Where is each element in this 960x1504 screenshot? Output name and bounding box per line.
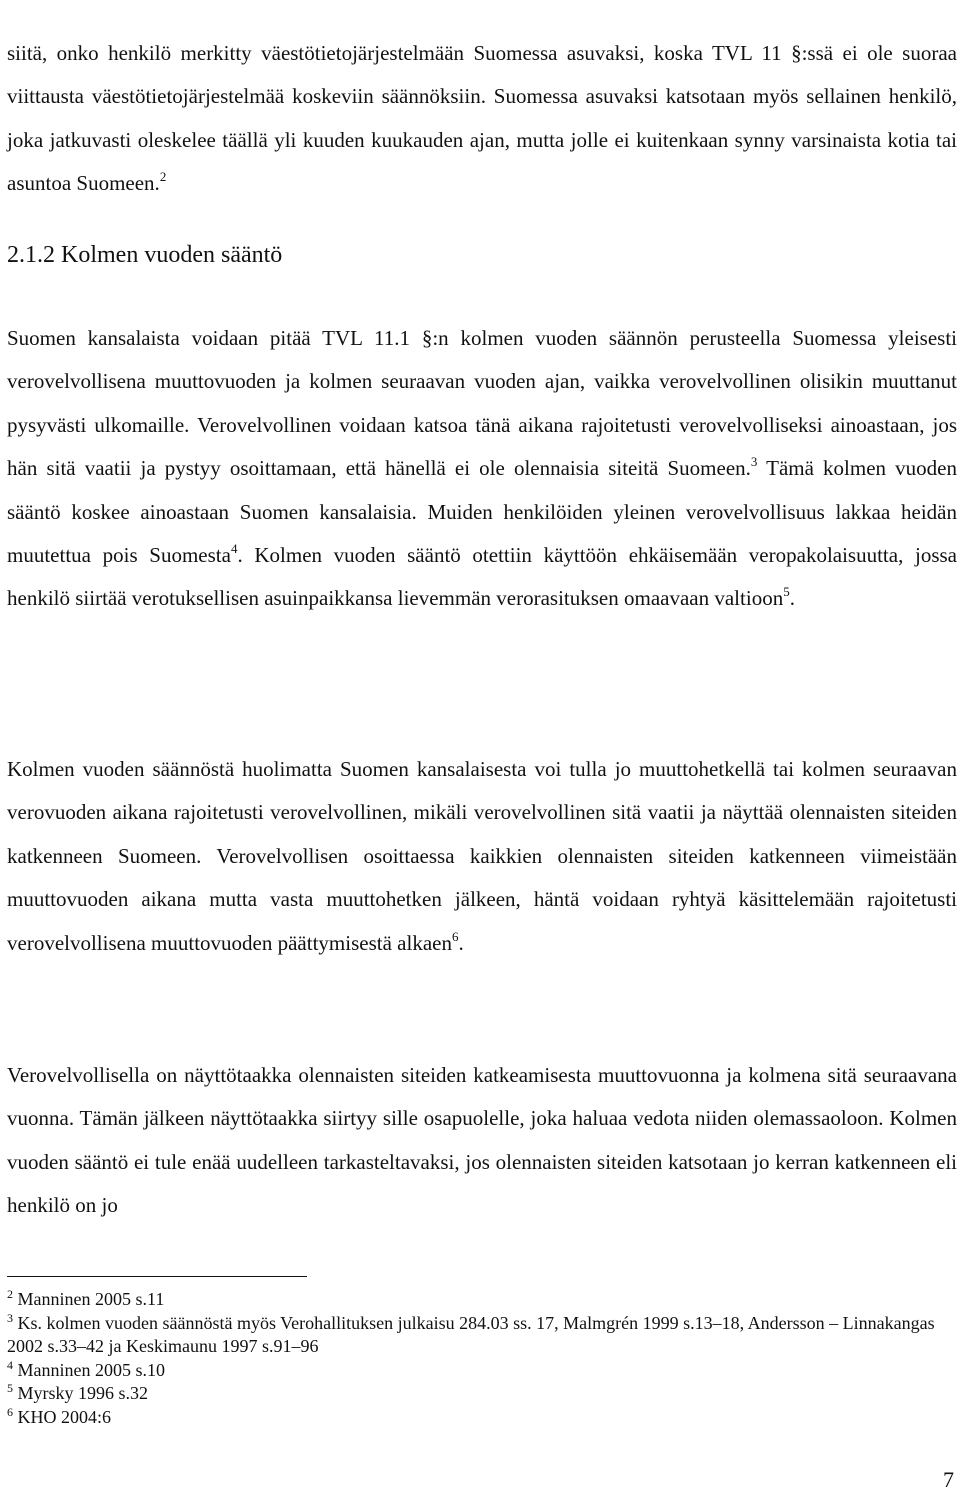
footnote-ref-6[interactable]: 6 (451, 928, 459, 944)
footnote-ref-2[interactable]: 2 (159, 169, 167, 185)
paragraph-intro: siitä, onko henkilö merkitty väestötietojärjestelmään Suomessa asuvaksi, koska TVL 11 §:ssä ei ole suoraa viittausta väestötietojärjestelmää koskeviin säännöksiin. Suomessa asuvaksi katsotaan myös sellainen henkilö, joka jatkuvasti oleskelee täällä yli kuuden kuukauden ajan, mutta jolle ei kuitenkaan synny varsinaista kotia tai asuntoa Suomeen.$^2$ (7, 41, 957, 196)
paragraph-2: Kolmen vuoden säännöstä huolimatta Suomen kansalaisesta voi tulla jo muuttohetkellä tai kolmen seuraavan verovuoden aikana rajoitetusti verovelvollinen, mikäli verovelvollinen sitä vaatii ja näyttää olennaisten siteiden katkenneen Suomeen. Verovelvollisen osoittaessa kaikkien olennaisten siteiden katkenneen viimeistään muuttovuoden aikana mutta vasta muuttohetken jälkeen, häntä voidaan ryhtyä käsittelemään rajoitetusti verovelvollisena muuttovuoden päättymisestä alkaen$^6$. (7, 757, 957, 955)
paragraph-3: Verovelvollisella on näyttötaakka olennaisten siteiden katkeamisesta muuttovuonna ja kolmena sitä seuraavana vuonna. Tämän jälkeen näyttötaakka siirtyy sille osapuolelle, joka haluaa vedota niiden olemassaoloon. Kolmen vuoden sääntö ei tule enää uudelleen tarkasteltavaksi, jos olennaisten siteiden katsotaan jo kerran katkenneen eli henkilö on jo (7, 1063, 957, 1218)
paragraph-1: Suomen kansalaista voidaan pitää TVL 11.1 §:n kolmen vuoden säännön perusteella Suomessa yleisesti verovelvollisena muuttovuoden ja kolmen seuraavan vuoden ajan, vaikka verovelvollinen olisikin muuttanut pysyvästi ulkomaille. Verovelvollinen voidaan katsoa tänä aikana rajoitetusti verovelvolliseksi ainoastaan, jos hän sitä vaatii ja pystyy osoittamaan, että hänellä ei ole olennaisia siteitä Suomeen.$^3$ Tämä kolmen vuoden sääntö koskee ainoastaan Suomen kansalaisia. Muiden henkilöiden yleinen verovelvollisuus lakkaa heidän muutettua pois Suomesta$^4$. Kolmen vuoden sääntö otettiin käyttöön ehkäisemään veropakolaisuutta, jossa henkilö siirtää verotuksellisen asuinpaikkansa lievemmän verorasituksen omaavaan valtioon$^5$. (7, 326, 957, 611)
footnote-4: $^4$ Manninen 2005 s.10 (7, 1357, 165, 1380)
footnote-6: $^6$ KHO 2004:6 (7, 1404, 111, 1427)
footnote-ref-4[interactable]: 4 (230, 541, 238, 557)
footnotes (7, 1288, 957, 1429)
footnote-ref-3[interactable]: 3 (750, 454, 758, 470)
footnote-separator (7, 1276, 307, 1277)
footnote-5: $^5$ Myrsky 1996 s.32 (7, 1381, 149, 1403)
footnote-ref-5[interactable]: 5 (783, 584, 790, 600)
footnote-2: $^2$ Manninen 2005 s.11 (7, 1287, 165, 1309)
section-heading: 2.1.2 Kolmen vuoden sääntö (7, 242, 283, 268)
footnote-3: $^3$ Ks. kolmen vuoden säännöstä myös Verohallituksen julkaisu 284.03 ss. 17, Malmgrén 1999 s.13–18, Andersson – Linnakangas 2002 s.33–42 ja Keskimaunu 1997 s.91–96 (7, 1310, 935, 1356)
page-number: 7 (943, 1467, 954, 1492)
